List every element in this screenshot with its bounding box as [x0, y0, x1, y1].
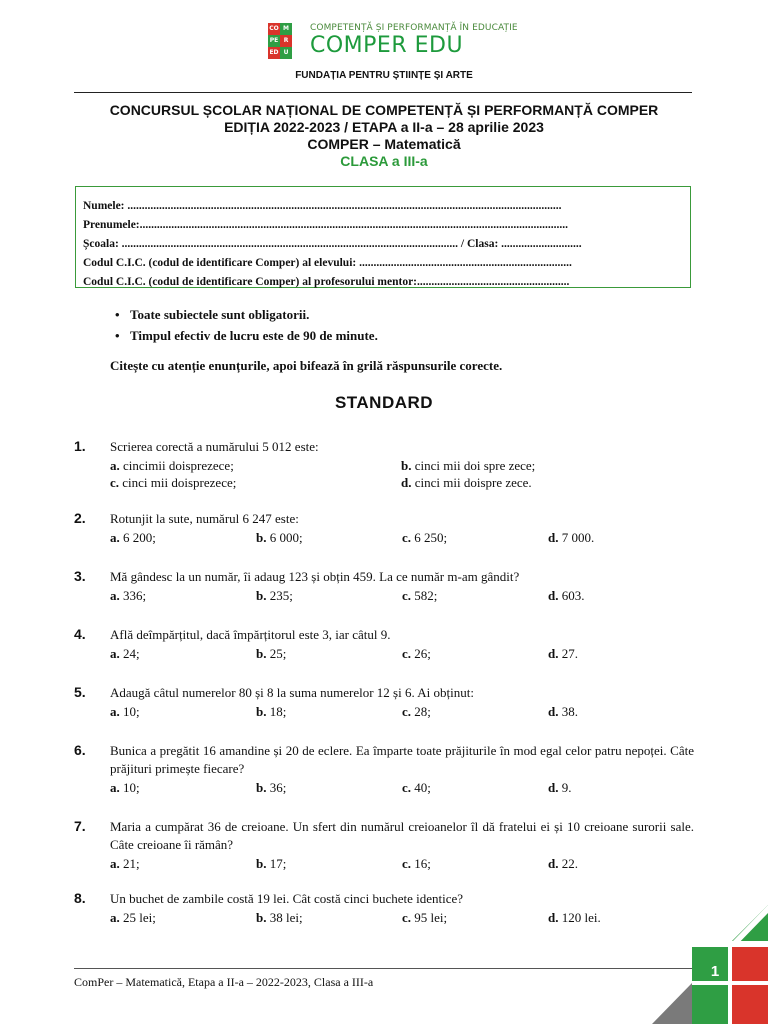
answer-option[interactable]	[401, 475, 532, 491]
option-text: 10;	[119, 704, 140, 719]
answer-option[interactable]	[548, 910, 601, 926]
question-item	[74, 510, 694, 570]
answer-option[interactable]	[110, 780, 140, 796]
option-letter: a.	[110, 856, 120, 871]
logo-cell: M	[280, 23, 292, 35]
option-text: 25 lei;	[119, 910, 156, 925]
answer-option[interactable]	[256, 780, 286, 796]
option-text: 38.	[558, 704, 578, 719]
answer-option[interactable]	[548, 530, 594, 546]
option-letter: d.	[548, 588, 559, 603]
school-class-field[interactable]: Școala: ..................................................................................................................... / Clasa: ............................	[83, 238, 582, 250]
option-text: 18;	[266, 704, 287, 719]
question-item	[74, 890, 694, 950]
option-text: 582;	[411, 588, 438, 603]
answer-option[interactable]	[256, 530, 303, 546]
question-number: 5.	[74, 684, 86, 700]
option-text: 95 lei;	[411, 910, 448, 925]
header-divider	[74, 92, 692, 93]
option-text: 6 000;	[266, 530, 303, 545]
option-letter: b.	[256, 780, 267, 795]
question-number: 1.	[74, 438, 86, 454]
option-letter: d.	[401, 475, 412, 490]
option-letter: d.	[548, 780, 559, 795]
option-letter: b.	[256, 856, 267, 871]
answer-option[interactable]	[548, 588, 584, 604]
question-text: Află deîmpărțitul, dacă împărțitorul este 3, iar câtul 9.	[110, 627, 391, 642]
question-text: Maria a cumpărat 36 de creioane. Un sfert din numărul creioanelor îl dă fratelui ei și 10 creioane surorii sale. Câte creioane îi rămân?	[110, 819, 694, 852]
answer-option[interactable]	[548, 780, 571, 796]
question-number: 6.	[74, 742, 86, 758]
surname-field[interactable]: Prenumele:.....................................................................................................................................................	[83, 219, 569, 231]
answer-option[interactable]	[402, 530, 447, 546]
option-letter: c.	[402, 704, 412, 719]
footer-text: ComPer – Matematică, Etapa a II-a – 2022-2023, Clasa a III-a	[74, 975, 374, 989]
foundation-name: FUNDAȚIA PENTRU ȘTIINȚE ȘI ARTE	[295, 70, 473, 81]
answer-option[interactable]	[402, 646, 431, 662]
logo-cell: U	[280, 47, 292, 59]
option-letter: b.	[256, 588, 267, 603]
logo-cell: PE	[268, 35, 280, 47]
answer-option[interactable]	[110, 530, 156, 546]
page-number: 1	[710, 963, 720, 980]
option-letter: c.	[402, 646, 412, 661]
question-number: 4.	[74, 626, 86, 642]
question-text: Un buchet de zambile costă 19 lei. Cât costă cinci buchete identice?	[110, 891, 464, 906]
teacher-cic-field[interactable]: Codul C.I.C. (codul de identificare Comper) al profesorului mentor:.....................................................	[83, 276, 570, 288]
option-letter: b.	[256, 530, 267, 545]
answer-option[interactable]	[256, 704, 286, 720]
answer-option[interactable]	[110, 910, 156, 926]
option-letter: a.	[110, 780, 120, 795]
name-field[interactable]: Numele: .......................................................................................................................................................	[83, 200, 562, 212]
option-text: 24;	[119, 646, 140, 661]
option-text: 10;	[119, 780, 140, 795]
question-number: 2.	[74, 510, 86, 526]
section-title: STANDARD	[334, 393, 434, 412]
option-text: 28;	[411, 704, 431, 719]
logo-cell: CO	[268, 23, 280, 35]
answer-option[interactable]	[548, 856, 578, 872]
answer-option[interactable]	[401, 458, 535, 474]
option-text: cincimii doisprezece;	[119, 458, 234, 473]
logo-tagline: COMPETENȚĂ ȘI PERFORMANȚĂ ÎN EDUCAȚIE	[310, 23, 518, 33]
option-text: 120 lei.	[558, 910, 601, 925]
question-item	[74, 818, 694, 878]
question-item	[74, 684, 694, 744]
question-text: Adaugă câtul numerelor 80 și 8 la suma numerelor 12 și 6. Ai obținut:	[110, 685, 474, 700]
rule-item: • Toate subiectele sunt obligatorii.	[112, 304, 378, 325]
option-letter: b.	[256, 910, 267, 925]
option-text: 25;	[266, 646, 287, 661]
option-text: 38 lei;	[266, 910, 303, 925]
subject-line: COMPER – Matematică	[307, 136, 461, 152]
option-letter: c.	[402, 856, 412, 871]
answer-option[interactable]	[548, 704, 578, 720]
edition-line: EDIȚIA 2022-2023 / ETAPA a II-a – 28 aprilie 2023	[224, 119, 544, 135]
option-letter: a.	[110, 646, 120, 661]
option-text: 235;	[266, 588, 293, 603]
logo-cell	[292, 23, 304, 35]
option-text: 21;	[119, 856, 140, 871]
option-letter: c.	[402, 530, 412, 545]
logo-grid-icon	[268, 23, 304, 59]
answer-option[interactable]	[110, 646, 140, 662]
answer-option[interactable]	[256, 588, 293, 604]
logo-cell: R	[280, 35, 292, 47]
option-letter: c.	[402, 910, 412, 925]
option-letter: a.	[110, 530, 120, 545]
option-text: 6 250;	[411, 530, 448, 545]
logo-cell	[292, 35, 304, 47]
rule-item: • Timpul efectiv de lucru este de 90 de minute.	[112, 325, 378, 346]
answer-option[interactable]	[548, 646, 578, 662]
answer-option[interactable]	[256, 646, 286, 662]
answer-option[interactable]	[402, 910, 447, 926]
option-text: 22.	[558, 856, 578, 871]
option-text: 336;	[119, 588, 147, 603]
option-letter: d.	[548, 530, 559, 545]
question-item	[74, 626, 694, 686]
logo-cell	[292, 47, 304, 59]
question-text: Bunica a pregătit 16 amandine și 20 de eclere. Ea împarte toate prăjiturile în mod egal celor patru nepoței. Câte prăjituri primește fiecare?	[110, 743, 694, 776]
option-text: 40;	[411, 780, 431, 795]
answer-option[interactable]	[402, 704, 431, 720]
question-text: Mă gândesc la un număr, îi adaug 123 și obțin 459. La ce număr m-am gândit?	[110, 569, 520, 584]
option-text: 26;	[411, 646, 431, 661]
option-letter: d.	[548, 856, 559, 871]
logo-brand-name: COMPER EDU	[310, 33, 464, 58]
option-text: 17;	[266, 856, 287, 871]
instruction-text: Citește cu atenție enunțurile, apoi bifează în grilă răspunsurile corecte.	[110, 358, 503, 373]
option-letter: a.	[110, 704, 120, 719]
comper-edu-logo	[268, 23, 518, 59]
answer-option[interactable]	[110, 856, 140, 872]
option-text: 27.	[558, 646, 578, 661]
grade-line: CLASA a III-a	[340, 153, 428, 169]
question-number: 3.	[74, 568, 86, 584]
contest-name: CONCURSUL ȘCOLAR NAȚIONAL DE COMPETENȚĂ ȘI PERFORMANȚĂ COMPER	[109, 102, 659, 118]
option-letter: a.	[110, 910, 120, 925]
contest-title	[0, 102, 768, 170]
option-letter: b.	[401, 458, 412, 473]
rules-list	[112, 304, 378, 346]
answer-option[interactable]	[402, 588, 437, 604]
option-letter: a.	[110, 458, 120, 473]
option-letter: a.	[110, 588, 120, 603]
option-text: cinci mii doisprezece;	[119, 475, 237, 490]
option-letter: d.	[548, 910, 559, 925]
logo-cell: ED	[268, 47, 280, 59]
question-item	[74, 742, 694, 802]
option-text: 7 000.	[558, 530, 595, 545]
option-text: cinci mii doi spre zece;	[411, 458, 536, 473]
option-text: 36;	[266, 780, 287, 795]
option-text: 603.	[558, 588, 585, 603]
option-text: 6 200;	[119, 530, 156, 545]
footer-divider	[74, 968, 692, 969]
answer-option[interactable]	[402, 780, 431, 796]
option-text: cinci mii doispre zece.	[411, 475, 532, 490]
student-info-box	[75, 186, 691, 288]
option-letter: c.	[402, 780, 412, 795]
option-letter: c.	[402, 588, 412, 603]
question-item	[74, 438, 694, 498]
answer-option[interactable]	[110, 458, 234, 474]
option-letter: b.	[256, 704, 267, 719]
answer-option[interactable]	[402, 856, 431, 872]
option-letter: d.	[548, 646, 559, 661]
option-text: 9.	[558, 780, 572, 795]
question-item	[74, 568, 694, 628]
question-text: Rotunjit la sute, numărul 6 247 este:	[110, 511, 299, 526]
option-letter: d.	[548, 704, 559, 719]
question-number: 8.	[74, 890, 86, 906]
answer-option[interactable]	[110, 704, 140, 720]
option-letter: b.	[256, 646, 267, 661]
student-cic-field[interactable]: Codul C.I.C. (codul de identificare Comper) al elevului: ..........................................................................	[83, 257, 572, 269]
question-text: Scrierea corectă a numărului 5 012 este:	[110, 439, 319, 454]
answer-option[interactable]	[110, 588, 146, 604]
option-letter: c.	[110, 475, 120, 490]
option-text: 16;	[411, 856, 431, 871]
answer-option[interactable]	[256, 856, 286, 872]
answer-option[interactable]	[256, 910, 303, 926]
answer-option[interactable]	[110, 475, 236, 491]
question-number: 7.	[74, 818, 86, 834]
